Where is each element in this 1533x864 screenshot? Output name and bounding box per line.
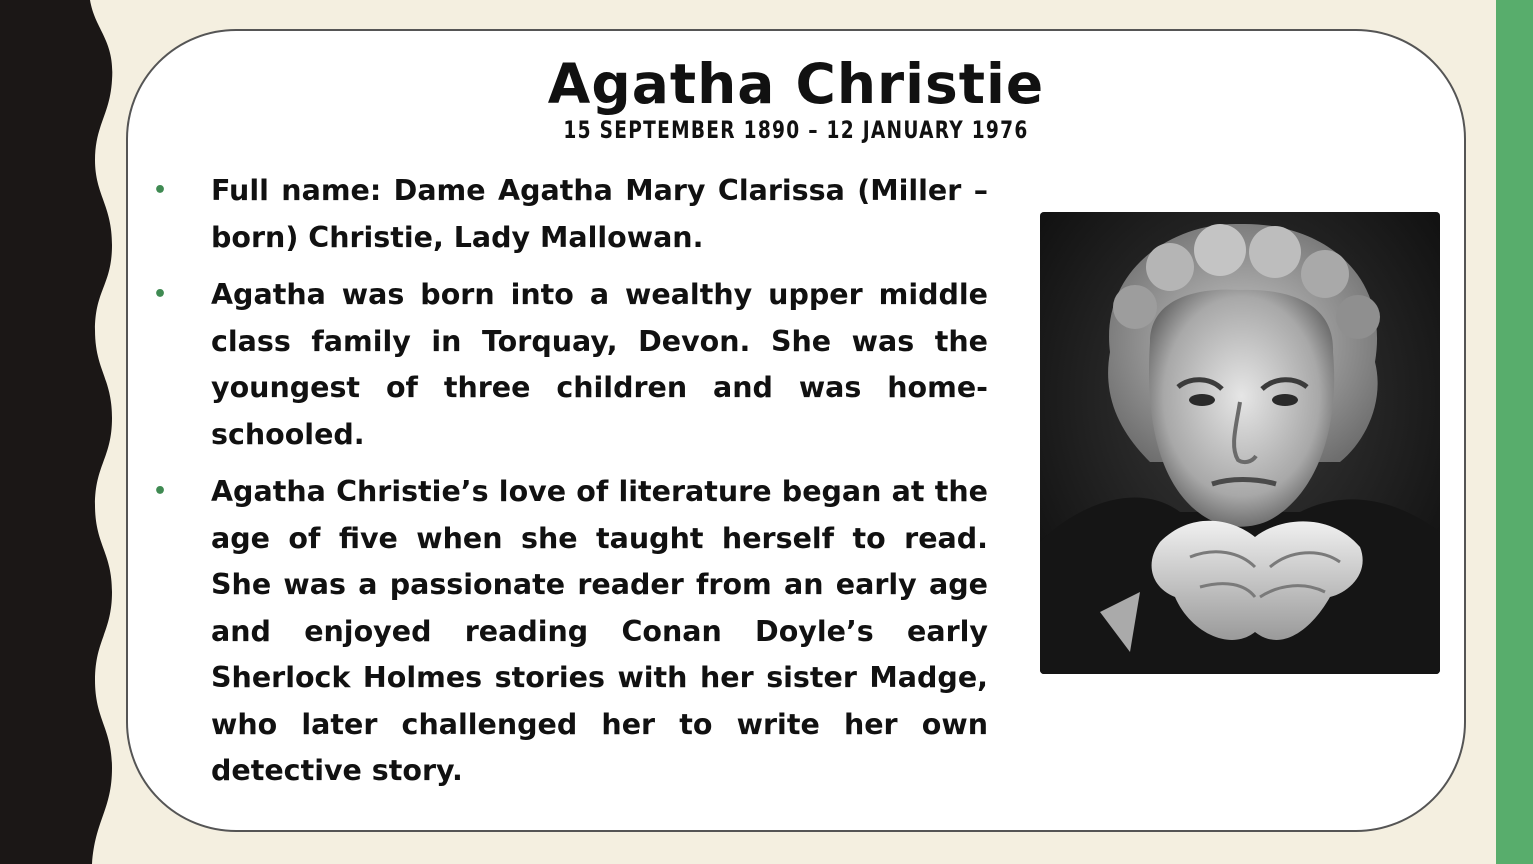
- bullet-text: Full name: Dame Agatha Mary Clarissa (Miller – born) Christie, Lady Mallowan.: [211, 174, 988, 254]
- bullet-icon: •: [152, 282, 168, 307]
- bullet-item-full-name: [150, 168, 988, 261]
- bullet-text: Agatha Christie’s love of literature began at the age of five when she taught herself to read. She was a passionate reader from an early age and enjoyed reading Conan Doyle’s early Sherlock Holmes stories with her sister Madge, who later challenged her to write her own detective story.: [211, 475, 988, 787]
- right-green-band: [1496, 0, 1533, 864]
- portrait-photo: [1040, 212, 1440, 674]
- bullet-icon: •: [152, 178, 168, 203]
- bullet-icon: •: [152, 479, 168, 504]
- bullet-text: Agatha was born into a wealthy upper middle class family in Torquay, Devon. She was the youngest of three children and was home-schooled.: [211, 278, 988, 451]
- bullet-item-literature: [150, 469, 988, 795]
- portrait-photo-graphic: [1040, 212, 1440, 674]
- slide-subtitle-dates: 15 SEPTEMBER 1890 – 12 JANUARY 1976: [563, 116, 1029, 144]
- slide-title: Agatha Christie: [547, 52, 1045, 116]
- bullet-list: [150, 168, 988, 806]
- bullet-item-family: [150, 272, 988, 458]
- left-wavy-band: [0, 0, 130, 864]
